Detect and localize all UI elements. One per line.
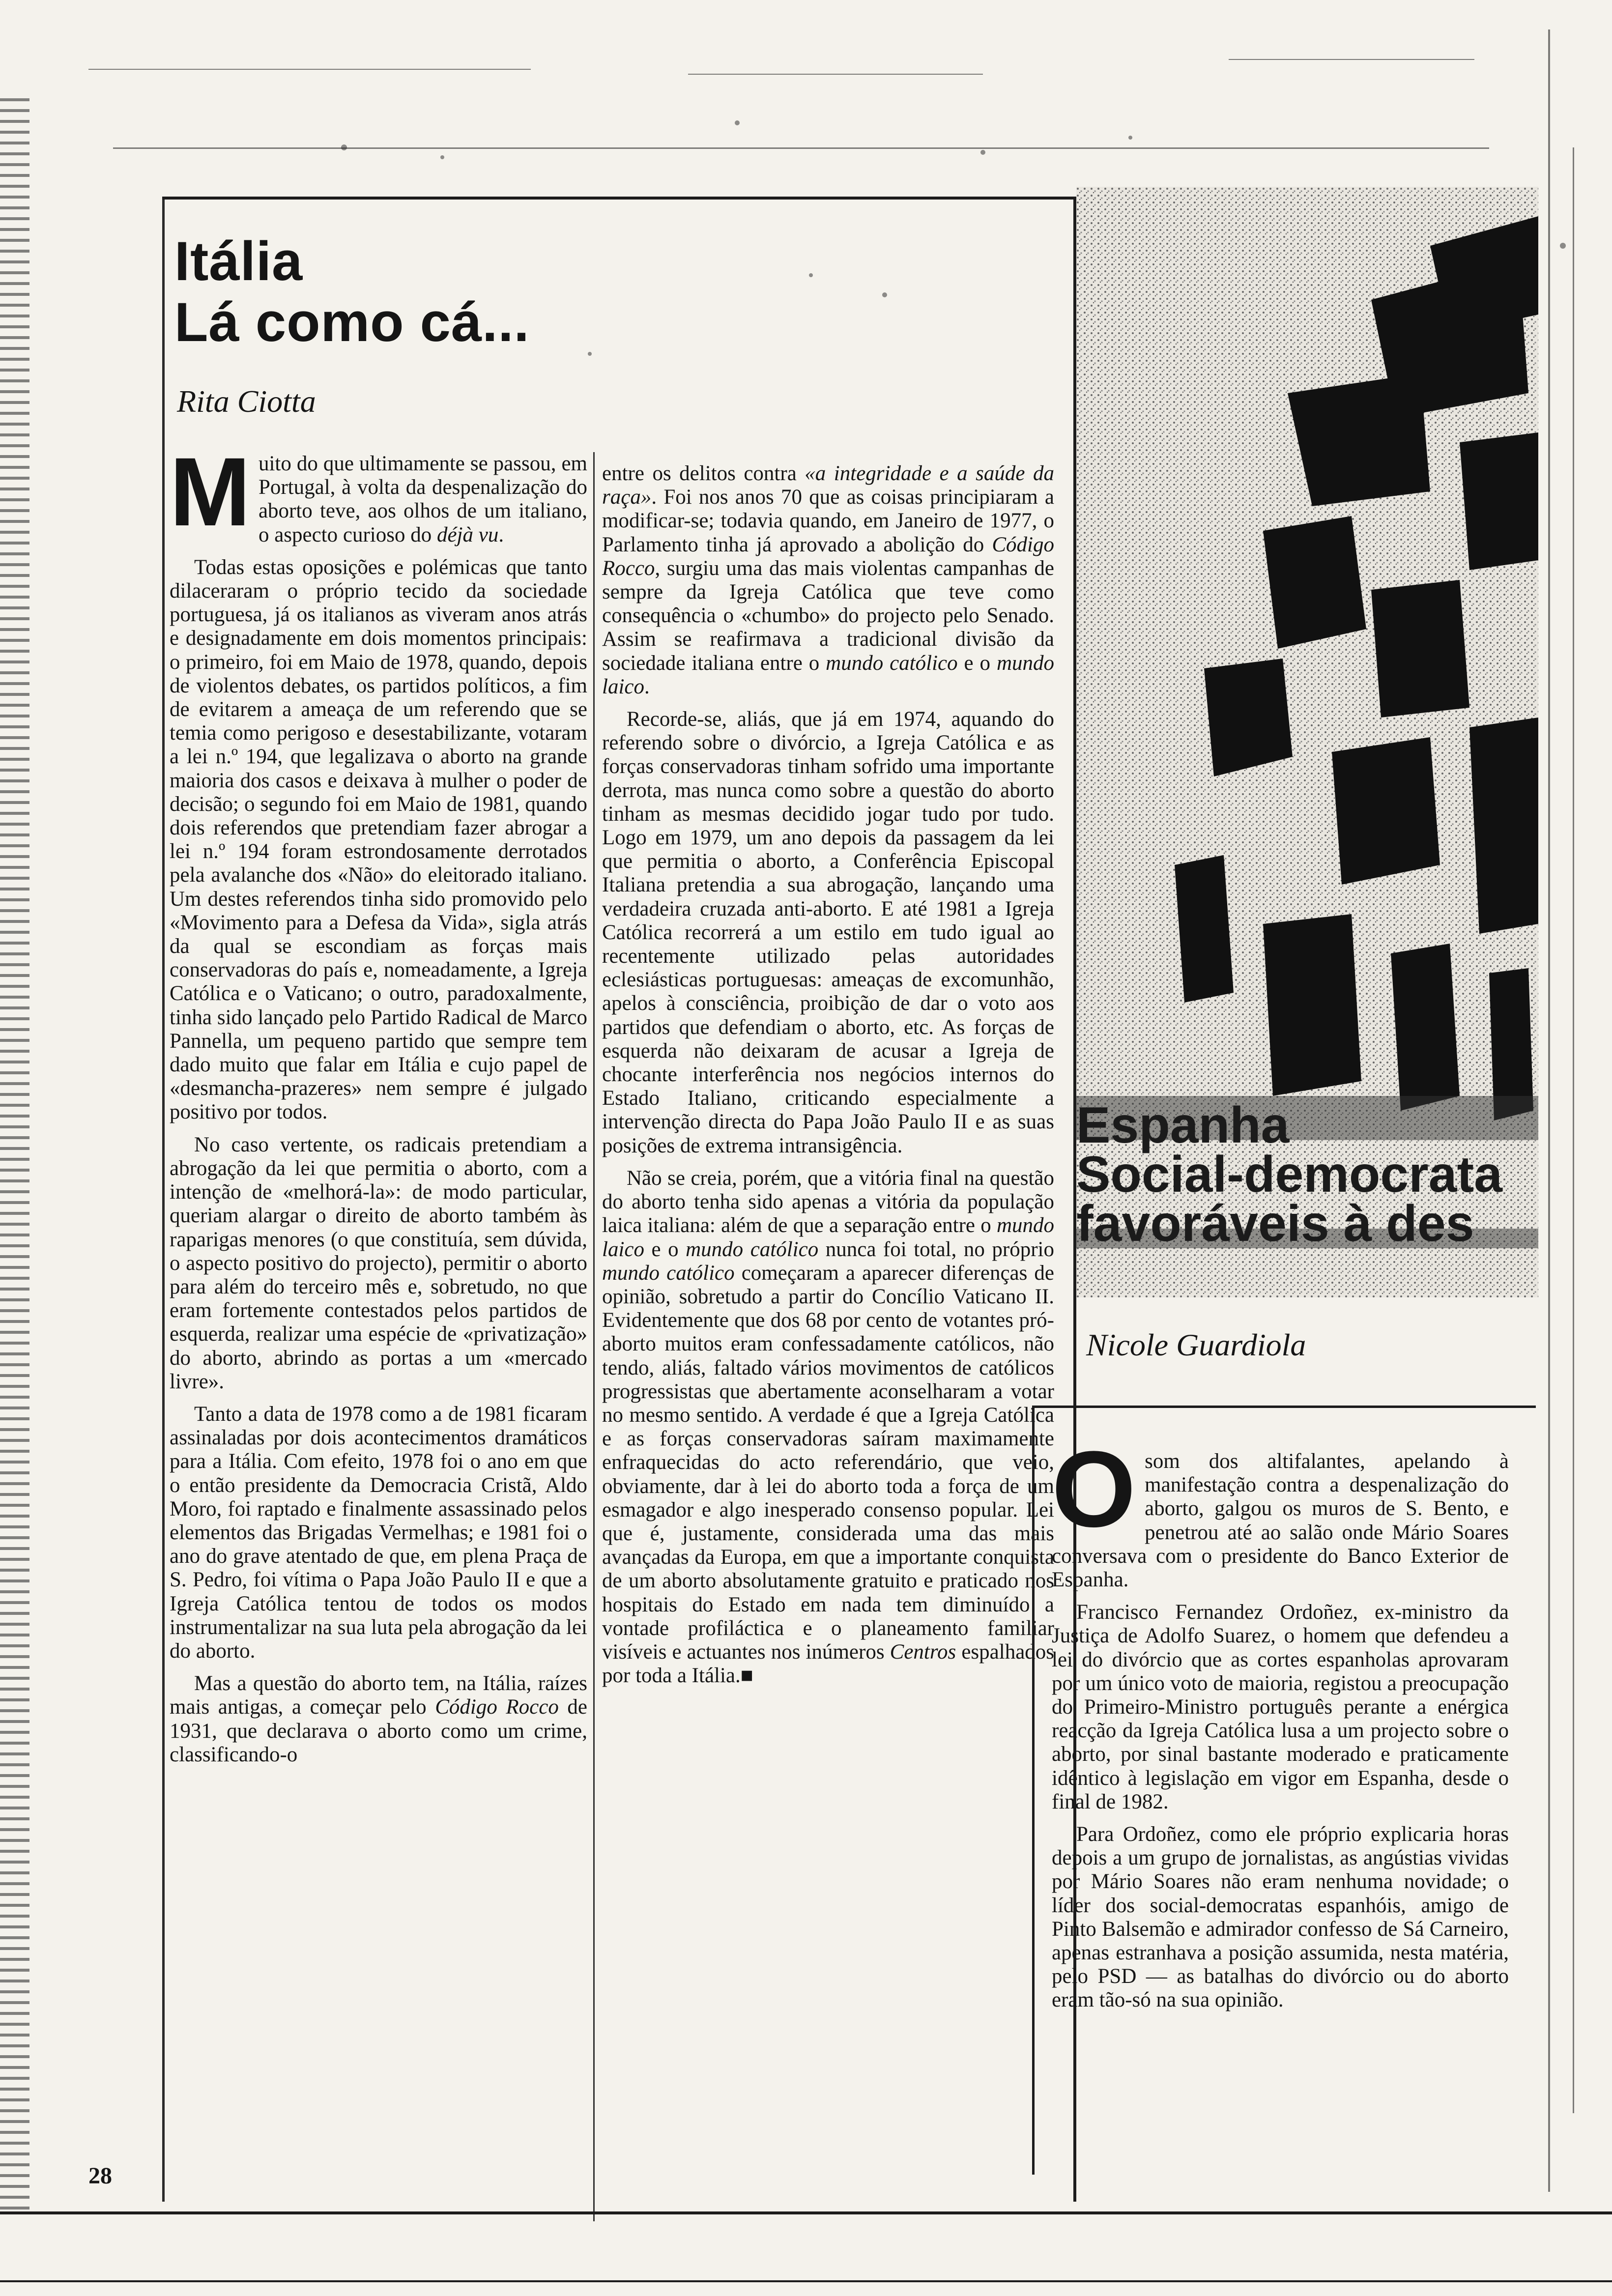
column-divider xyxy=(593,452,595,2221)
bottom-rule-2 xyxy=(0,2280,1612,2282)
sidebar-paragraph-2: Francisco Fernandez Ordoñez, ex-ministro da Justiça de Adolfo Suarez, o homem que defendeu a lei do divórcio que as cortes espanholas aprovaram por um único voto de maioria, registou a preocupação do Primeiro-Ministro português perante a enérgica reacção da Igreja Católica lusa a um projecto sobre o aborto, por sinal bastante moderado e praticamente idêntico à legislação em vigor em Espanha, desde o final de 1982. xyxy=(1052,1601,1509,1813)
paragraph-2: Todas estas oposições e polémicas que tanto dilaceraram o próprio tecido da sociedade portuguesa, já os italianos as viveram anos atrás e designadamente em dois momentos principais: o primeiro, foi em Maio de 1978, quando, depois de violentos debates, os partidos políticos, a fim de evitarem a ameaça de um referendo que se temia como perigoso e desestabilizante, votaram a lei n.º 194, que legalizava o aborto na grande maioria dos casos e deixava à mulher o poder de decisão; o segundo foi em Maio de 1981, quando dois referendos que pretendiam fazer abrogar a lei n.º 194 foram estrondosamente derrotados pela avalanche dos «Não» do eleitorado italiano. Um destes referendos tinha sido promovido pelo «Movimento para a Defesa da Vida», sigla atrás da qual se escondiam as forças mais conservadoras do país e, nomeadamente, a Igreja Católica e o Vaticano; o outro, paradoxalmente, tinha sido lançado pelo Partido Radical de Marco Pannella, um pequeno partido que sempre tem dado muito que falar em Itália e cujo papel de «desmancha-prazeres» nem sempre é julgado positivo por todos. xyxy=(170,555,587,1124)
paragraph-7: Recorde-se, aliás, que já em 1974, aquando do referendo sobre o divórcio, a Igreja Católica e as forças conservadoras tinham sofrido uma importante derrota, mas nunca como sobre a questão do aborto tinham as mesmas decidido jogar tudo por tudo. Logo em 1979, um ano depois da passagem da lei que permitia o aborto, a Conferência Episcopal Italiana pretendia a sua abrogação, lançando uma verdadeira cruzada anti-aborto. E até 1981 a Igreja Católica recorrerá a um estilo em tudo igual ao recentemente utilizado pelas autoridades eclesiásticas portuguesas: ameaças de excomunhão, apelos à consciência, proibição de dar o voto aos partidos que defendiam o aborto, etc. As forças de esquerda não deixaram de acusar a Igreja de chocante interferência nos negócios internos do Estado Italiano, criticando especialmente a intervenção directa do Papa João Paulo II e as suas posições de extrema intransigência. xyxy=(602,708,1054,1157)
paragraph-8: Não se creia, porém, que a vitória final na questão do aborto tenha sido apenas a vitória da população laica italiana: além de que a separação entre o mundo laico e o mundo católico nunca foi total, no próprio mundo católico começaram a aparecer diferenças de opinião, sobretudo a partir do Concílio Vaticano II. Evidentemente que dos 68 por cento de votantes pró-aborto muitos eram confessadamente católicos, não tendo, aliás, faltado vários movimentos de católicos progressistas que abertamente aconselharam a votar no mesmo sentido. A verdade é que a Igreja Católica e as forças conservadoras saíram maximamente enfraquecidas do acto referendário, que veio, obviamente, dar à lei do aborto toda a força de um esmagador e algo inesperado consenso popular. Lei que é, justamente, considerada uma das mais avançadas da Europa, em que a importante conquista de um aborto absolutamente gratuito e praticado nos hospitais do Estado em nada tem diminuído a vontade profiláctica e o planeamento familiar visíveis e actuantes nos inúmeros Centros espalhados por toda a Itália.■ xyxy=(602,1166,1055,1688)
article-author: Rita Ciotta xyxy=(177,384,316,419)
article-column-2 xyxy=(602,462,1054,1696)
sidebar-headline-line-2: Social-democrata xyxy=(1076,1146,1502,1203)
end-mark-icon: ■ xyxy=(740,1664,753,1688)
paragraph-5: Mas a questão do aborto tem, na Itália, raízes mais antigas, a começar pelo Código Rocco de 1931, que declarava o aborto como um crime, classificando-o xyxy=(170,1672,587,1766)
paragraph-3: No caso vertente, os radicais pretendiam a abrogação da lei que permitia o aborto, com a intenção de «melhorá-la»: de modo particular, queriam alargar o direito de aborto também às raparigas menores (o que constituía, sem dúvida, o aspecto positivo do projecto), permitir o aborto para além do terceiro mês e, sobretudo, no que eram fortemente contestados pelos partidos de esquerda, realizar uma espécie de «privatização» do aborto, abrindo as portas a um «mercado livre». xyxy=(170,1133,587,1393)
article-column-1 xyxy=(170,437,587,1776)
title-line-2: Lá como cá... xyxy=(174,291,530,353)
sidebar-headline-line-1: Espanha xyxy=(1076,1101,1290,1154)
sidebar-headline xyxy=(1076,1101,1538,1248)
paragraph-4: Tanto a data de 1978 como a de 1981 ficaram assinaladas por dois acontecimentos dramáticos para a Itália. Com efeito, 1978 foi o ano em que o então presidente da Democracia Cristã, Aldo Moro, foi raptado e finalmente assassinado pelos elementos das Brigadas Vermelhas; e 1981 foi o ano do grave atentado de que, em plena Praça de S. Pedro, foi vítima o Papa João Paulo II e que a Igreja Católica tentou de todos os modos instrumentalizar na sua luta pela abrogação da lei do aborto. xyxy=(170,1402,587,1663)
paragraph-6: entre os delitos contra «a integridade e a saúde da raça». Foi nos anos 70 que as coisas principiaram a modificar-se; todavia quando, em Janeiro de 1977, o Parlamento tinha já aprovado a abolição do Código Rocco, surgiu uma das mais violentas campanhas de sempre da Igreja Católica que teve como consequência o «chumbo» do projecto pelo Senado. Assim se reafirmava a tradicional divisão da sociedade italiana entre o mundo católico e o mundo laico. xyxy=(602,462,1054,698)
article-title xyxy=(174,231,530,353)
sidebar-column xyxy=(1052,1429,1509,2021)
paragraph-1: Muito do que ultimamente se passou, em Portugal, à volta da despenalização do aborto teve, aos olhos de um italiano, o aspecto curioso do déjà vu. xyxy=(170,437,587,546)
sidebar-paragraph-3: Para Ordoñez, como ele próprio explicaria horas depois a um grupo de jornalistas, as angústias vividas por Mário Soares não eram nenhuma novidade; o líder dos social-democratas espanhóis, amigo de Pinto Balsemão e admirador confesso de Sá Carneiro, apenas estranhava a posição assumida, nesta matéria, pelo PSD — as batalhas do divórcio ou do aborto eram tão-só na sua opinião. xyxy=(1052,1823,1509,2012)
sidebar-paragraph-1: Osom dos altifalantes, apelando à manifestação contra a despenalização do aborto, galgou os muros de S. Bento, e penetrou até ao salão onde Mário Soares conversava com o presidente do Banco Exterior de Espanha. xyxy=(1052,1429,1509,1592)
drop-cap: M xyxy=(170,437,251,546)
page-number: 28 xyxy=(88,2163,112,2189)
sidebar-author: Nicole Guardiola xyxy=(1086,1327,1306,1362)
left-edge-marks xyxy=(0,98,29,2211)
title-line-1: Itália xyxy=(174,230,303,292)
sidebar-headline-line-3: favoráveis à des xyxy=(1076,1195,1474,1248)
sidebar-drop-cap: O xyxy=(1052,1429,1136,1550)
bottom-rule xyxy=(0,2211,1612,2214)
